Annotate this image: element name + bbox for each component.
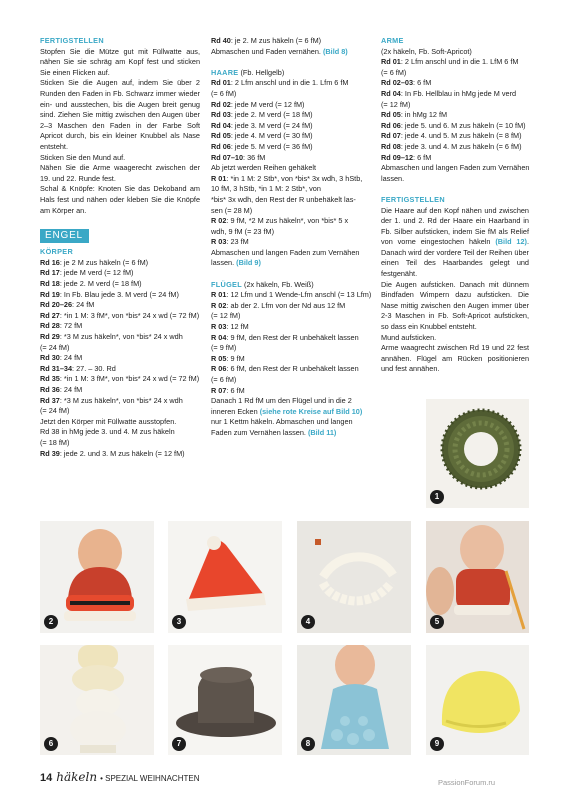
fluegel-subtitle: (2x häkeln, Fb. Weiß) — [241, 279, 314, 289]
photo-4-wing-edge — [297, 521, 411, 633]
pattern-row — [40, 353, 200, 364]
pattern-row — [211, 396, 371, 407]
paragraph: Stopfen Sie die Mütze gut mit Füllwatte aus, nähen Sie sie schräg am Kopf fest und sticken Sie einen Flicken auf. — [40, 46, 200, 77]
pattern-row — [40, 438, 200, 449]
pattern-row — [211, 364, 371, 375]
row-label: R 01 — [211, 290, 227, 300]
pattern-row — [211, 375, 371, 386]
row-text: : jede 2. M verd (= 18 fM) — [230, 110, 313, 120]
row-text: (= 24 fM) — [40, 342, 70, 352]
row-label: R 02 — [211, 216, 227, 226]
row-text: Abmaschen und langen Faden zum Vernähen — [381, 163, 530, 173]
pattern-row — [40, 300, 200, 311]
pattern-row — [211, 36, 371, 47]
pattern-row — [381, 174, 529, 185]
image-reference: (siehe rote Kreise auf Bild 10) — [259, 406, 363, 416]
section-heading-koerper: KÖRPER — [40, 247, 74, 257]
row-label: Rd 06 — [381, 120, 401, 130]
pattern-row — [40, 290, 200, 301]
row-text: : 12 Lfm und 1 Wende-Lfm anschl (= 13 Lfm) — [226, 290, 372, 300]
haare-title — [211, 68, 371, 79]
paragraph — [381, 206, 529, 280]
pattern-row — [211, 417, 371, 428]
row-text: : 6 fM — [226, 385, 245, 395]
column-2 — [211, 36, 371, 439]
row-text: : *3 M zus häkeln*, von *bis* 24 x wdh — [59, 395, 183, 405]
photo-5-sewing — [426, 521, 529, 633]
page-footer — [40, 770, 199, 784]
pattern-row — [211, 290, 371, 301]
image-reference: (Bild 9) — [236, 258, 261, 268]
row-text: : 36 fM — [243, 152, 266, 162]
arme-subtitle: (2x häkeln, Fb. Soft-Apricot) — [381, 46, 472, 56]
pattern-row — [40, 449, 200, 460]
row-text: : jede 2. und 3. M zus häkeln (= 12 fM) — [59, 448, 185, 458]
row-text: : 24 fM — [59, 385, 83, 394]
row-text: Abmaschen und langen Faden zum Vernähen — [211, 247, 360, 257]
section-heading-haare: HAARE — [211, 67, 239, 77]
row-text: : 12 fM — [226, 322, 249, 332]
row-label: Rd 09–12 — [381, 152, 414, 162]
row-text: : 24 fM — [72, 300, 95, 310]
row-text: : 24 fM — [59, 353, 83, 363]
pattern-row — [211, 227, 371, 238]
photo-2-hat-on-head — [40, 521, 154, 633]
fluegel-end-rows — [211, 396, 371, 438]
pattern-row — [40, 343, 200, 354]
row-text: (= 24 fM) — [40, 406, 70, 416]
pattern-row — [211, 100, 371, 111]
pattern-row — [381, 100, 529, 111]
pattern-row — [211, 121, 371, 132]
pattern-row — [211, 322, 371, 333]
haare-subtitle: (Fb. Hellgelb) — [238, 67, 285, 77]
pattern-row — [40, 332, 200, 343]
pattern-row — [211, 354, 371, 365]
row-label: Rd 27 — [40, 310, 60, 320]
pattern-row — [211, 333, 371, 344]
pattern-row — [211, 386, 371, 397]
pattern-row — [211, 174, 371, 185]
row-text: lassen. — [211, 258, 237, 268]
pattern-row — [40, 279, 200, 290]
pattern-row — [381, 142, 529, 153]
section-heading-fertigstellen: FERTIGSTELLEN — [40, 36, 104, 45]
pattern-row — [211, 142, 371, 153]
pattern-row — [381, 153, 529, 164]
row-text: : 6 fM — [413, 78, 432, 88]
image-reference: (Bild 12) — [495, 237, 527, 247]
pattern-row — [211, 131, 371, 142]
row-text: Ab jetzt werden Reihen gehäkelt — [211, 163, 317, 173]
row-label: Rd 02 — [211, 99, 231, 109]
fluegel-rows — [211, 290, 371, 396]
paragraph-text: . Danach wird der vordere Teil der Reihen über einen Teil des Haarbandes gelegt und festgenäht. — [381, 237, 529, 279]
pattern-row — [211, 195, 371, 206]
row-text: lassen. — [381, 173, 405, 183]
image-reference: (Bild 8) — [322, 46, 348, 56]
row-label: R 04 — [211, 332, 227, 342]
pattern-row — [381, 68, 529, 79]
row-text: (= 9 fM) — [211, 343, 237, 353]
section-heading-arme: ARME — [381, 36, 404, 45]
photo-3-red-hat — [168, 521, 282, 633]
row-label: Rd 30 — [40, 353, 60, 363]
pattern-row — [211, 407, 371, 418]
row-label: Rd 36 — [40, 385, 60, 394]
pattern-row — [211, 110, 371, 121]
koerper-end-rows — [211, 36, 371, 57]
row-text: Danach 1 Rd fM um den Flügel und in die 2 — [211, 396, 352, 406]
pattern-row — [211, 47, 371, 58]
row-text: Rd 38 in hMg jede 3. und 4. M zus häkeln — [40, 427, 175, 437]
pattern-row — [211, 206, 371, 217]
row-label: R 06 — [211, 364, 227, 374]
row-text: : jede M verd (= 12 fM) — [230, 99, 305, 109]
photo-7-brown-hat — [168, 645, 282, 755]
row-label: Rd 18 — [40, 279, 60, 289]
row-text: : 2 Lfm anschl und in die 1. LfM 6 fM — [400, 57, 519, 67]
pattern-row — [211, 163, 371, 174]
row-text: : jede 2. M verd (= 18 fM) — [59, 279, 142, 289]
row-label: Rd 03 — [211, 110, 231, 120]
paragraph: Mund aufsticken. — [381, 332, 437, 342]
pattern-row — [40, 396, 200, 407]
pattern-row — [211, 89, 371, 100]
row-text: : In Fb. Blau jede 3. M verd (= 24 fM) — [59, 289, 179, 299]
row-text: : *in 1 M: 3 fM*, von *bis* 24 x wd (= 72 fM) — [59, 310, 200, 320]
row-label: Rd 17 — [40, 268, 60, 278]
paragraph: Arme waagrecht zwischen Rd 19 und 22 fest annähen. Flügel am Rücken positionieren und fest annähen. — [381, 343, 529, 374]
photo-9-hair-cap — [426, 645, 529, 755]
row-text: (= 12 fM) — [211, 311, 241, 321]
pattern-row — [211, 343, 371, 354]
row-label: R 07 — [211, 385, 227, 395]
paragraph: Die Augen aufsticken. Danach mit dünnem Bindfaden Wimpern dazu aufsticken. Die Nase mittig zwischen den Augen immer über 2-3 Maschen in Fb. Soft-Apricot aufsticken, so dass ein Knubbel entsteht. — [381, 279, 529, 332]
row-text: : 9 fM, den Rest der R unbehäkelt lassen — [226, 332, 359, 342]
photo-number: 8 — [301, 737, 315, 751]
section-banner-engel: ENGEL — [40, 229, 89, 244]
row-label: Rd 20–26 — [40, 300, 73, 310]
pattern-row — [381, 131, 529, 142]
row-label: Rd 06 — [211, 141, 231, 151]
row-label: Rd 39 — [40, 448, 60, 458]
pattern-row — [211, 248, 371, 259]
haare-rows — [211, 78, 371, 269]
row-text: : *3 M zus häkeln*, von *bis* 24 x wdh — [59, 332, 183, 342]
photo-number: 5 — [430, 615, 444, 629]
row-label: Rd 05 — [381, 110, 401, 120]
row-label: Rd 40 — [211, 36, 231, 45]
row-label: Rd 35 — [40, 374, 60, 384]
paragraph-text: Die Haare auf den Kopf nähen und zwischen der 1. und 2. Rd der Haare ein Haarband in Fb. Silber aufsticken, indem Sie fM als Relief von vorne eingestochen häkeln — [381, 205, 529, 247]
pattern-row — [40, 258, 200, 269]
row-text: : 6 fM — [413, 152, 432, 162]
row-text: (= 18 fM) — [40, 437, 70, 447]
paragraph: Schal & Knöpfe: Knoten Sie das Dekoband am Hals fest und nähen oder kleben Sie die Knöpfe am Körper an. — [40, 184, 200, 215]
row-label: Rd 31–34 — [40, 363, 73, 373]
row-label: Rd 07 — [381, 131, 401, 141]
pattern-row — [40, 311, 200, 322]
row-text: (= 12 fM) — [381, 99, 411, 109]
row-label: Rd 01 — [381, 57, 401, 67]
column-1 — [40, 36, 200, 459]
pattern-row — [211, 301, 371, 312]
row-text: sen (= 28 M) — [211, 205, 253, 215]
row-label: Rd 29 — [40, 332, 60, 342]
pattern-row — [40, 374, 200, 385]
row-label: Rd 19 — [40, 289, 60, 299]
photo-number: 3 — [172, 615, 186, 629]
row-text: : je 2. M zus häkeln (= 6 fM) — [230, 36, 322, 45]
photo-number: 4 — [301, 615, 315, 629]
pattern-row — [40, 321, 200, 332]
pattern-row — [211, 311, 371, 322]
row-text: : In Fb. Hellblau in hMg jede M verd — [400, 88, 517, 98]
arme-rows — [381, 57, 529, 184]
row-label: Rd 05 — [211, 131, 231, 141]
photo-number: 2 — [44, 615, 58, 629]
pattern-row — [381, 163, 529, 174]
pattern-row — [381, 78, 529, 89]
row-label: Rd 04 — [211, 120, 231, 130]
row-text: inneren Ecken — [211, 406, 260, 416]
pattern-row — [381, 89, 529, 100]
pattern-row — [381, 110, 529, 121]
row-label: R 05 — [211, 353, 227, 363]
pattern-row — [40, 385, 200, 396]
row-label: Rd 01 — [211, 78, 231, 88]
issue-title: • SPEZIAL WEIHNACHTEN — [100, 774, 200, 783]
pattern-row — [381, 121, 529, 132]
row-text: : jede M verd (= 12 fM) — [59, 268, 134, 278]
watermark: PassionForum.ru — [438, 778, 496, 787]
row-text: (= 6 fM) — [211, 88, 237, 98]
paragraph: Sticken Sie den Mund auf. — [40, 152, 126, 162]
row-label: R 02 — [211, 300, 227, 310]
row-text: : *in 1 M: 2 Stb*, von *bis* 3x wdh, 3 hStb, — [226, 173, 363, 183]
photo-6-snowman-body — [40, 645, 154, 755]
row-text: 10 fM, 3 hStb, *in 1 M: 2 Stb*, von — [211, 184, 321, 194]
page-number: 14 — [40, 772, 53, 784]
row-text: : in hMg 12 fM — [400, 110, 448, 120]
pattern-row — [211, 184, 371, 195]
row-text: Abmaschen und Faden vernähen. — [211, 46, 323, 56]
row-label: Rd 02–03 — [381, 78, 414, 88]
row-text: Faden zum Vernähen lassen. — [211, 427, 308, 437]
row-text: (= 6 fM) — [381, 67, 407, 77]
pattern-row — [40, 406, 200, 417]
photo-number: 1 — [430, 490, 444, 504]
photo-8-angel-body — [297, 645, 411, 755]
row-text: : jede 5. M verd (= 36 fM) — [230, 141, 313, 151]
pattern-row — [40, 364, 200, 375]
row-text: : jede 4. M verd (= 30 fM) — [230, 131, 313, 141]
pattern-row — [211, 216, 371, 227]
row-label: R 03 — [211, 237, 227, 247]
row-text: : je 2 M zus häkeln (= 6 fM) — [59, 257, 149, 267]
pattern-row — [211, 428, 371, 439]
magazine-brand: häkeln — [56, 770, 98, 784]
row-text: : 9 fM — [226, 353, 245, 363]
row-text: : 9 fM, *2 M zus häkeln*, von *bis* 5 x — [226, 216, 349, 226]
pattern-row — [211, 78, 371, 89]
pattern-row — [211, 258, 371, 269]
photo-number: 9 — [430, 737, 444, 751]
column-3 — [381, 36, 529, 375]
row-text: : 6 fM, den Rest der R unbehäkelt lassen — [226, 364, 359, 374]
row-text: : *in 1 M: 3 fM*, von *bis* 24 x wd (= 72 fM) — [59, 374, 200, 384]
row-text: wdh, 9 fM (= 23 fM) — [211, 226, 275, 236]
row-text: *bis* 3x wdh, den Rest der R unbehäkelt las- — [211, 194, 356, 204]
row-text: (= 6 fM) — [211, 375, 237, 384]
row-label: Rd 16 — [40, 257, 60, 267]
photo-number: 7 — [172, 737, 186, 751]
image-reference: (Bild 11) — [307, 427, 337, 437]
row-text: : 2 Lfm anschl und in die 1. Lfm 6 fM — [230, 78, 349, 88]
pattern-row — [211, 153, 371, 164]
row-label: Rd 08 — [381, 141, 401, 151]
koerper-rows — [40, 258, 200, 459]
row-label: R 03 — [211, 322, 227, 332]
pattern-row — [40, 268, 200, 279]
row-text: : jede 3. M verd (= 24 fM) — [230, 120, 313, 130]
row-label: Rd 28 — [40, 321, 60, 331]
row-text: : 27. – 30. Rd — [72, 363, 116, 373]
row-text: : ab der 2. Lfm von der Nd aus 12 fM — [226, 300, 346, 310]
pattern-row — [381, 57, 529, 68]
section-heading-fluegel: FLÜGEL — [211, 279, 242, 289]
paragraph: Nähen Sie die Arme waagerecht zwischen der 19. und 22. Runde fest. — [40, 163, 200, 183]
row-text: Jetzt den Körper mit Füllwatte ausstopfen. — [40, 416, 177, 426]
row-text: : jede 3. und 4. M zus häkeln (= 6 fM) — [400, 141, 522, 151]
row-text: nur 1 Kettm häkeln. Abmaschen und langen — [211, 417, 353, 427]
row-label: R 01 — [211, 173, 227, 183]
photo-1-green-wreath — [426, 399, 529, 508]
row-label: Rd 07–10 — [211, 152, 244, 162]
row-text: : jede 4. und 5. M zus häkeln (= 8 fM) — [400, 131, 522, 141]
row-text: : jede 5. und 6. M zus häkeln (= 10 fM) — [400, 120, 526, 130]
row-text: : 72 fM — [59, 321, 83, 331]
section-heading-fertigstellen-engel: FERTIGSTELLEN — [381, 194, 445, 204]
photo-number: 6 — [44, 737, 58, 751]
pattern-row — [40, 427, 200, 438]
row-text: : 23 fM — [226, 237, 249, 247]
fluegel-title — [211, 280, 371, 291]
pattern-row — [211, 237, 371, 248]
row-label: Rd 37 — [40, 395, 60, 405]
paragraph: Sticken Sie die Augen auf, indem Sie über 2 Runden den Faden in Fb. Schwarz immer wieder ein- und ausstechen, bis die Augen breit genug sind. Ziehen Sie mittig zwischen den Augen über 2–3 Maschen den Faden in der Farbe Soft Apricot durch, bis ein kleiner Knubbel als Nase entsteht. — [40, 78, 200, 151]
row-label: Rd 04 — [381, 88, 401, 98]
pattern-row — [40, 417, 200, 428]
